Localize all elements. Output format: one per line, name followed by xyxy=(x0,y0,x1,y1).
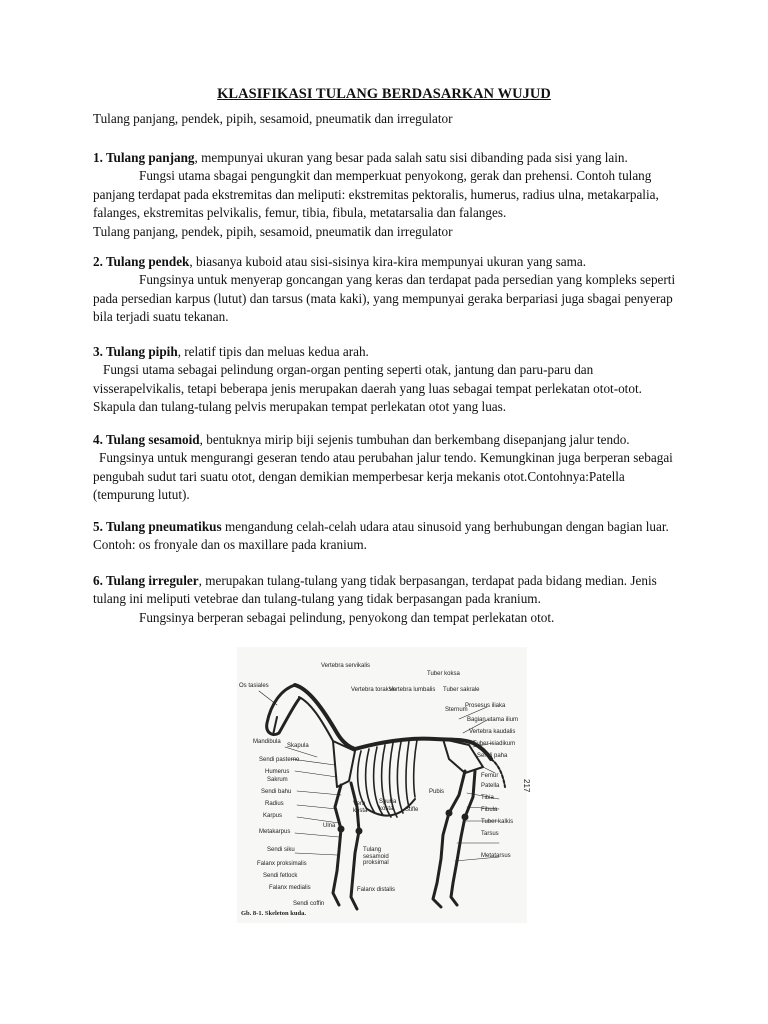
section-1-extra: Tulang panjang, pendek, pipih, sesamoid, pneumatik dan irregulator xyxy=(93,223,453,239)
section-1-lead xyxy=(93,149,683,167)
label-sendi-paha: Sendi paha xyxy=(477,753,508,759)
label-vertebra-servikalis: Vertebra servikalis xyxy=(321,663,371,669)
section-1-heading: 1. Tulang panjang xyxy=(93,150,195,165)
label-vera-kosta: Vera kosta xyxy=(353,801,368,814)
label-vertebra-toraksis: Vertebra toraksis xyxy=(351,687,397,693)
label-metatarsus: Metatarsus xyxy=(481,853,511,859)
section-3-lead-text: , relatif tipis dan meluas kedua arah. xyxy=(177,344,369,359)
section-3-heading: 3. Tulang pipih xyxy=(93,344,178,359)
section-5-lead xyxy=(93,518,683,555)
label-karpus: Karpus xyxy=(263,813,283,819)
section-4-lead-text: , bentuknya mirip biji sejenis tumbuhan dan berkembang disepanjang jalur tendo. xyxy=(199,432,630,447)
label-patella: Patella xyxy=(481,783,500,789)
label-stifle: Stifle xyxy=(405,807,419,813)
section-4-lead xyxy=(93,431,683,449)
section-4-heading: 4. Tulang sesamoid xyxy=(93,432,200,447)
section-irregular-bone xyxy=(93,572,683,627)
label-radius: Radius xyxy=(265,801,284,807)
label-metakarpus: Metakarpus xyxy=(259,829,291,835)
section-2-lead xyxy=(93,253,683,271)
section-5-heading: 5. Tulang pneumatikus xyxy=(93,519,222,534)
section-6-heading: 6. Tulang irreguler xyxy=(93,573,199,588)
section-2-body: Fungsinya untuk menyerap goncangan yang keras dan terdapat pada persedian yang kompleks seperti pada persedian karpus (lutut) dan tarsus (mata kaki), yang mempunyai geraka berpariasi juga sbagai penyerap bila terjadi suatu tekanan. xyxy=(93,272,676,325)
label-sendi-siku: Sendi siku xyxy=(267,847,295,853)
label-falanx-medialis: Falanx medialis xyxy=(269,885,311,891)
label-tibia: Tibia xyxy=(481,795,494,801)
figure-caption: Gb. 8-1. Skeleton kuda. xyxy=(241,910,307,917)
label-skapula: Skapula xyxy=(287,743,309,749)
label-tuber-kalkis: Tuber kalkis xyxy=(481,819,514,825)
section-1-lead-text: , mempunyai ukuran yang besar pada salah satu sisi dibanding pada sisi yang lain. xyxy=(194,150,628,165)
label-mandibula: Mandibula xyxy=(253,739,281,745)
label-falanx-proksimalis: Falanx proksimalis xyxy=(257,861,307,867)
section-6-body: Fungsinya berperan sebagai pelindung, penyokong dan tempat perlekatan otot. xyxy=(139,609,555,625)
intro-line: Tulang panjang, pendek, pipih, sesamoid, pneumatik dan irregulator xyxy=(93,111,453,126)
label-tuber-isiadikum: Tuber isiadikum xyxy=(473,741,516,747)
label-vertebra-kaudalis: Vertebra kaudalis xyxy=(469,729,516,735)
page-number: 217 xyxy=(522,779,531,793)
label-bagian-utama-ilium: Bagian utama ilium xyxy=(467,717,519,723)
label-tuber-koksa: Tuber koksa xyxy=(427,671,460,677)
label-os-tasiales: Os tasiales xyxy=(239,683,269,689)
label-ulna: Ulna xyxy=(323,823,336,829)
section-6-lead xyxy=(93,572,683,609)
intro-text xyxy=(93,110,683,128)
label-femur: Femur xyxy=(481,773,499,779)
label-tulang-sesamoid-proksimal: Tulang sesamoid proksimal xyxy=(363,847,389,866)
label-tuber-sakrale: Tuber sakrale xyxy=(443,687,480,693)
label-sakrum: Sakrum xyxy=(267,777,288,783)
section-2-heading: 2. Tulang pendek xyxy=(93,254,190,269)
label-spuria-kosta: Spuria kosta xyxy=(379,799,397,812)
label-pubis: Pubis xyxy=(429,789,445,795)
label-humerus: Humerus xyxy=(265,769,290,775)
label-sendi-coffin: Sendi coffin xyxy=(293,901,325,907)
label-sendi-bahu: Sendi bahu xyxy=(261,789,292,795)
label-falanx-distalis: Falanx distalis xyxy=(357,887,396,893)
label-fibula: Fibula xyxy=(481,807,498,813)
label-prosesus-iliaka: Prosesus iliaka xyxy=(465,703,506,709)
section-2-lead-text: , biasanya kuboid atau sisi-sisinya kira-kira mempunyai ukuran yang sama. xyxy=(189,254,587,269)
label-tarsus: Tarsus xyxy=(481,831,499,837)
label-sendi-pasterno: Sendi pasterno xyxy=(259,757,300,763)
section-short-bone xyxy=(93,253,683,327)
horse-skeleton-figure xyxy=(237,647,531,923)
section-pneumatic-bone xyxy=(93,518,683,555)
section-6-lead-text: , merupakan tulang-tulang yang tidak berpasangan, terdapat pada bidang median. Jenis tulang ini meliputi vetebrae dan tulang-tulang yang tidak berpasangan pada kranium. xyxy=(93,573,657,607)
section-3-lead xyxy=(93,343,683,361)
section-long-bone xyxy=(93,149,683,241)
label-sternum: Sternum xyxy=(445,707,468,713)
section-sesamoid-bone xyxy=(93,431,683,505)
label-vertebra-lumbalis: Vertebra lumbalis xyxy=(389,687,436,693)
section-3-body: Fungsi utama sebagai pelindung organ-organ penting seperti otak, jantung dan paru-paru dan visserapelvikalis, tetapi beberapa jenis merupakan daerah yang luas sebagai tempat perlekatan otot-otot. Skapula dan tulang-tulang pelvis merupakan tempat perlekatan otot yang luas. xyxy=(93,362,642,415)
section-1-body: Fungsi utama sbagai pengungkit dan memperkuat penyokong, gerak dan prehensi. Contoh tulang panjang terdapat pada ekstremitas dan meliputi: ekstremitas pektoralis, humerus, radius ulna, metakarpalia, falanges, ekstremitas pelvikalis, femur, tibia, fibula, metatarsalia dan falanges. xyxy=(93,168,659,221)
label-sendi-fetlock: Sendi fetlock xyxy=(263,873,298,879)
section-4-body: Fungsinya untuk mengurangi geseran tendo atau perubahan jalur tendo. Kemungkinan juga berperan sebagai pengubah sudut tari suatu otot, dengan demikian memperbesar kerja mekanis otot.Contohnya:Patella (tempurung lutut). xyxy=(93,450,673,503)
section-flat-bone xyxy=(93,343,683,417)
document-title: KLASIFIKASI TULANG BERDASARKAN WUJUD xyxy=(217,86,551,102)
section-5-lead-text: mengandung celah-celah udara atau sinusoid yang berhubungan dengan bagian luar. Contoh: os fronyale dan os maxillare pada kranium. xyxy=(93,519,669,553)
